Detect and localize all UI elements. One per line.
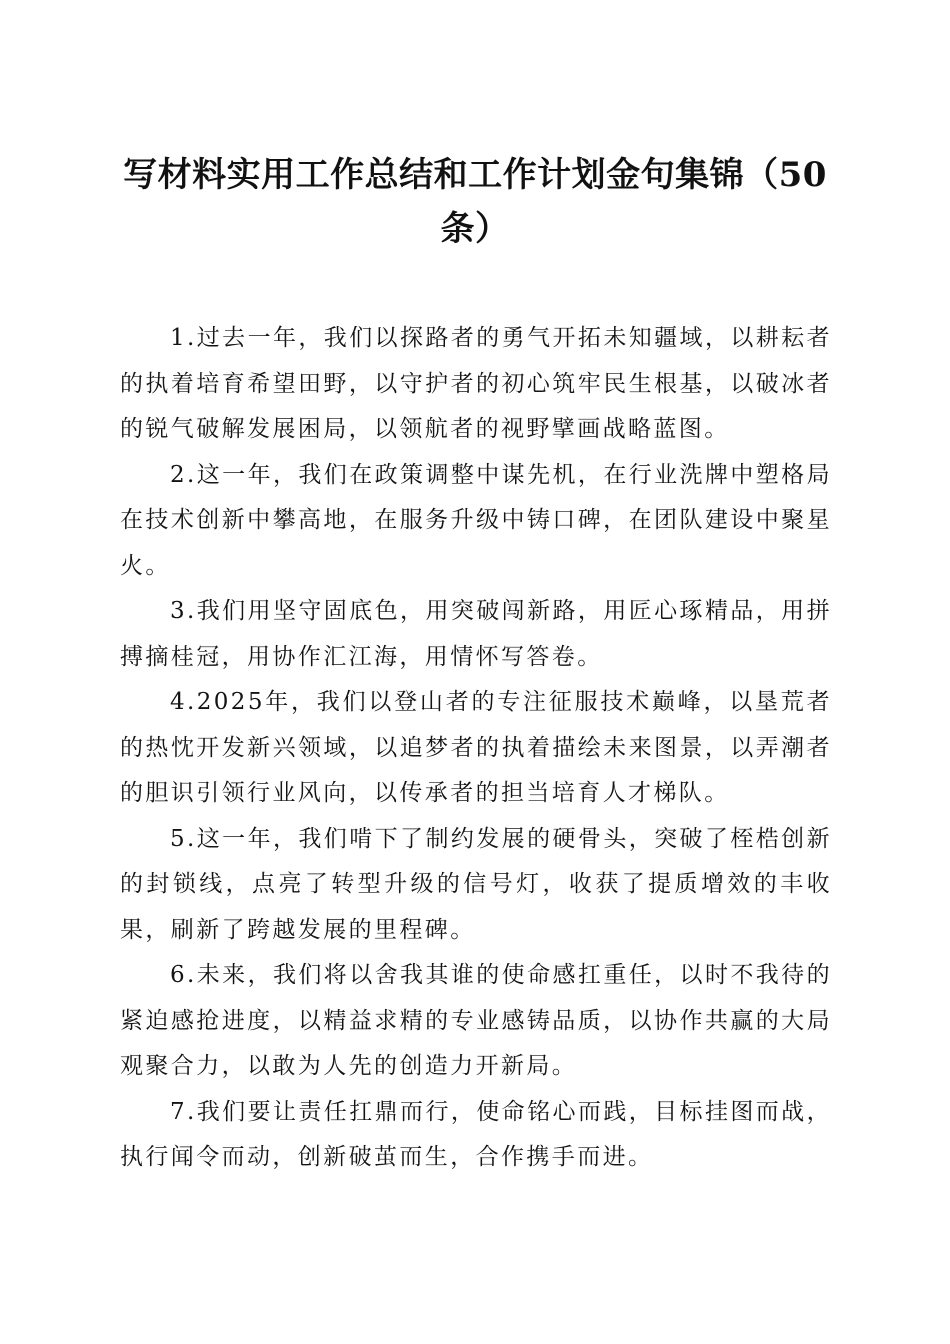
document-body [120, 316, 832, 1181]
document-title: 写材料实用工作总结和工作计划金句集锦（50条） [123, 155, 827, 249]
paragraph-7: 7.我们要让责任扛鼎而行，使命铭心而践，目标挂图而战，执行闻令而动，创新破茧而生，合作携手而进。 [120, 1098, 832, 1170]
paragraph-6: 6.未来，我们将以舍我其谁的使命感扛重任，以时不我待的紧迫感抢进度，以精益求精的专业感铸品质，以协作共赢的大局观聚合力，以敢为人先的创造力开新局。 [120, 962, 832, 1079]
paragraph-4: 4.2025年，我们以登山者的专注征服技术巅峰，以垦荒者的热忱开发新兴领域，以追梦者的执着描绘未来图景，以弄潮者的胆识引领行业风向，以传承者的担当培育人才梯队。 [120, 689, 832, 806]
paragraph-2: 2.这一年，我们在政策调整中谋先机，在行业洗牌中塑格局在技术创新中攀高地，在服务升级中铸口碑，在团队建设中聚星火。 [120, 461, 832, 579]
paragraph-5: 5.这一年，我们啃下了制约发展的硬骨头，突破了桎梏创新的封锁线，点亮了转型升级的信号灯，收获了提质增效的丰收果，刷新了跨越发展的里程碑。 [120, 825, 832, 943]
paragraph-1: 1.过去一年，我们以探路者的勇气开拓未知疆域，以耕耘者的执着培育希望田野，以守护者的初心筑牢民生根基，以破冰者的锐气破解发展困局，以领航者的视野擘画战略蓝图。 [120, 325, 832, 442]
paragraph-3: 3.我们用坚守固底色，用突破闯新路，用匠心琢精品，用拼搏摘桂冠，用协作汇江海，用情怀写答卷。 [120, 598, 832, 670]
